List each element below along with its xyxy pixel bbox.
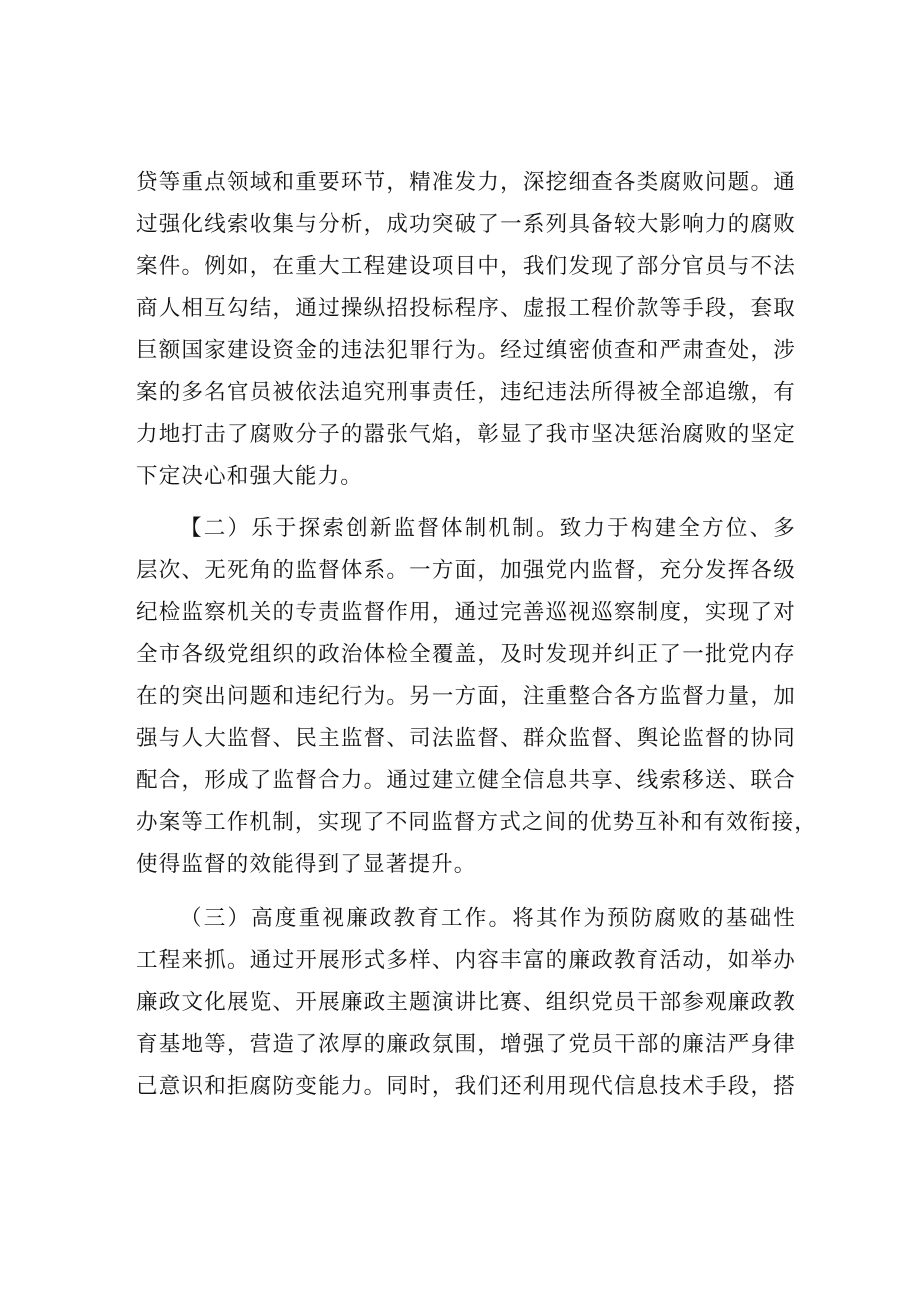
text-line: （三）高度重视廉政教育工作。将其作为预防腐败的基础性	[180, 906, 796, 931]
text-line: 巨额国家建设资金的违法犯罪行为。经过缜密侦查和严肃查处，涉	[136, 338, 796, 363]
text-line: 下定决心和强大能力。	[136, 464, 364, 489]
paragraph-1	[136, 162, 796, 498]
text-line: 办案等工作机制，实现了不同监督方式之间的优势互补和有效衔接，	[136, 810, 818, 835]
text-line: 使得监督的效能得到了显著提升。	[136, 852, 477, 877]
text-line: 【二）乐于探索创新监督体制机制。致力于构建全方位、多	[180, 516, 796, 541]
text-line: 强与人大监督、民主监督、司法监督、群众监督、舆论监督的协同	[136, 726, 796, 751]
paragraph-3	[136, 898, 796, 1108]
text-line: 在的突出问题和违纪行为。另一方面，注重整合各方监督力量，加	[136, 684, 796, 709]
text-line: 案件。例如，在重大工程建设项目中，我们发现了部分官员与不法	[136, 254, 796, 279]
text-line: 己意识和拒腐防变能力。同时，我们还利用现代信息技术手段，搭	[136, 1074, 796, 1099]
text-line: 工程来抓。通过开展形式多样、内容丰富的廉政教育活动，如举办	[136, 948, 796, 973]
text-line: 纪检监察机关的专责监督作用，通过完善巡视巡察制度，实现了对	[136, 600, 796, 625]
text-line: 过强化线索收集与分析，成功突破了一系列具备较大影响力的腐败	[136, 212, 796, 237]
text-line: 全市各级党组织的政治体检全覆盖，及时发现并纠正了一批党内存	[136, 642, 796, 667]
text-line: 廉政文化展览、开展廉政主题演讲比赛、组织党员干部参观廉政教	[136, 990, 796, 1015]
text-line: 商人相互勾结，通过操纵招投标程序、虚报工程价款等手段，套取	[136, 296, 796, 321]
paragraph-2	[136, 508, 818, 886]
text-line: 力地打击了腐败分子的嚣张气焰，彰显了我市坚决惩治腐败的坚定	[136, 422, 796, 447]
text-line: 案的多名官员被依法追究刑事责任，违纪违法所得被全部追缴，有	[136, 380, 796, 405]
text-line: 育基地等，营造了浓厚的廉政氛围，增强了党员干部的廉洁严身律	[136, 1032, 796, 1057]
text-line: 贷等重点领域和重要环节，精准发力，深挖细查各类腐败问题。通	[136, 170, 796, 195]
text-line: 层次、无死角的监督体系。一方面，加强党内监督，充分发挥各级	[136, 558, 796, 583]
text-line: 配合，形成了监督合力。通过建立健全信息共享、线索移送、联合	[136, 768, 796, 793]
